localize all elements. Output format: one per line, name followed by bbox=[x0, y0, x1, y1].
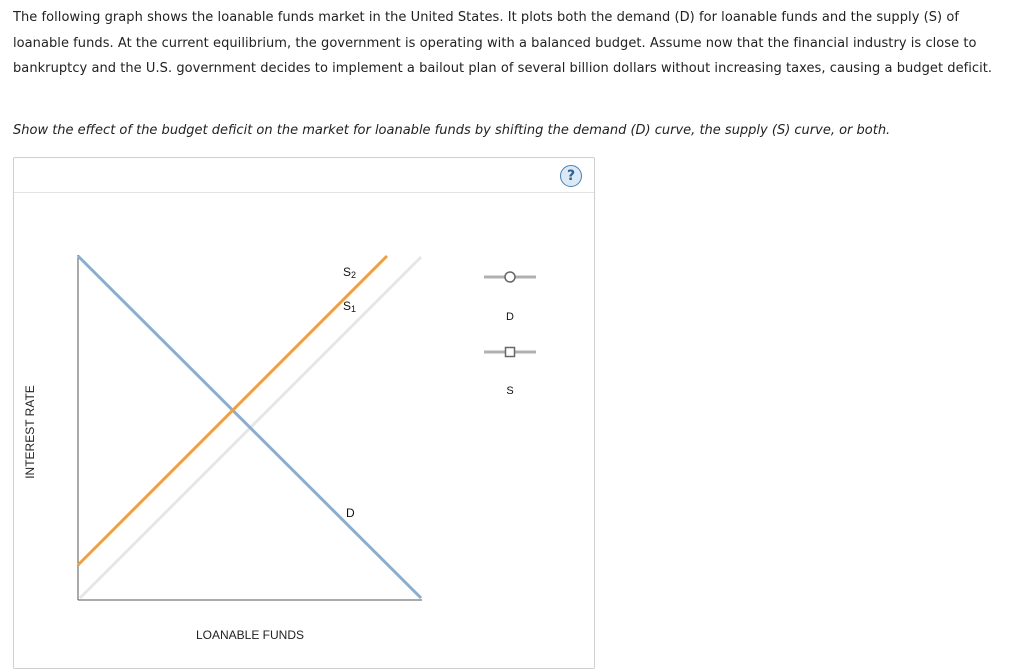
demand-tool-label: D bbox=[506, 311, 514, 323]
y-axis-label: INTEREST RATE bbox=[23, 385, 37, 479]
circle-handle-icon bbox=[484, 268, 536, 286]
help-button[interactable]: ? bbox=[560, 165, 582, 187]
question-text: The following graph shows the loanable funds market in the United States. It plots both the demand (D) for loanable funds and the supply (S) of loanable funds. At the current equilibrium, the government is operating with a balanced budget. Assume now that the financial industry is close to bankruptcy and the U.S. government decides to implement a bailout plan of several billion dollars without increasing taxes, causing a budget deficit. bbox=[13, 10, 993, 76]
s1-curve-label: $S_1$ bbox=[343, 299, 357, 314]
supply-tool[interactable] bbox=[484, 343, 536, 361]
square-handle-icon bbox=[484, 343, 536, 361]
instruction-text: Show the effect of the budget deficit on the market for loanable funds by shifting the demand (D) curve, the supply (S) curve, or both. bbox=[13, 123, 891, 138]
supply-tool-label: S bbox=[506, 385, 514, 397]
x-axis-label: LOANABLE FUNDS bbox=[195, 628, 305, 642]
s2-curve-label: $S_2$ bbox=[343, 265, 357, 280]
demand-tool[interactable] bbox=[484, 268, 536, 286]
d-curve-label: D bbox=[346, 506, 355, 520]
